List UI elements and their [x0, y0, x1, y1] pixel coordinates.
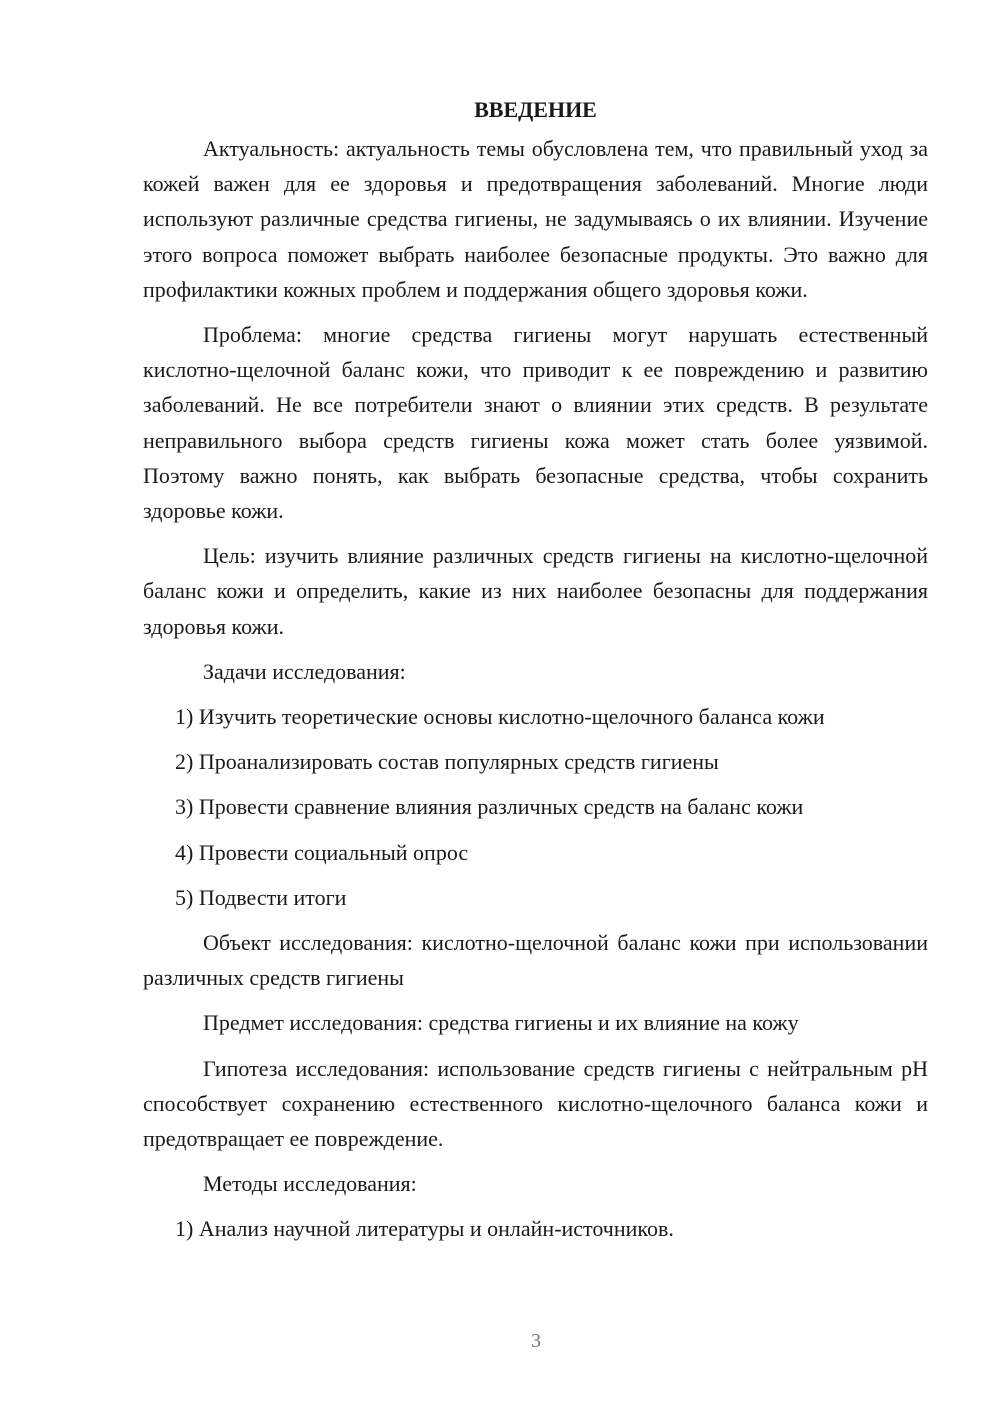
methods-list	[143, 1211, 928, 1246]
page-body	[143, 92, 928, 1257]
subject-paragraph: Предмет исследования: средства гигиены и их влияние на кожу	[203, 1010, 799, 1036]
list-item: 1) Анализ научной литературы и онлайн-источников.	[175, 1216, 674, 1242]
methods-label: Методы исследования:	[203, 1171, 417, 1197]
list-item: 1) Изучить теоретические основы кислотно-щелочного баланса кожи	[175, 704, 825, 730]
list-item: 3) Провести сравнение влияния различных средств на баланс кожи	[175, 794, 804, 820]
list-item: 2) Проанализировать состав популярных средств гигиены	[175, 749, 719, 775]
tasks-list	[143, 699, 928, 915]
hypothesis-paragraph: Гипотеза исследования: использование средств гигиены с нейтральным pH способствует сохранению естественного кислотно-щелочного баланса кожи и предотвращает ее повреждение.	[143, 1055, 928, 1152]
tasks-label: Задачи исследования:	[203, 658, 406, 684]
relevance-paragraph: Актуальность: актуальность темы обусловлена тем, что правильный уход за кожей важен для ее здоровья и предотвращения заболеваний. Многие люди используют различные средства гигиены, не задумываясь о их влиянии. Изучение этого вопроса поможет выбрать наиболее безопасные продукты. Это важно для профилактики кожных проблем и поддержания общего здоровья кожи.	[143, 136, 928, 302]
object-paragraph: Объект исследования: кислотно-щелочной баланс кожи при использовании различных средств гигиены	[143, 930, 928, 991]
page-title: ВВЕДЕНИЕ	[474, 97, 597, 122]
list-item: 5) Подвести итоги	[175, 884, 347, 910]
goal-paragraph: Цель: изучить влияние различных средств гигиены на кислотно-щелочной баланс кожи и определить, какие из них наиболее безопасны для поддержания здоровья кожи.	[143, 543, 928, 639]
page-number: 3	[531, 1330, 541, 1352]
list-item: 4) Провести социальный опрос	[175, 839, 469, 865]
problem-paragraph: Проблема: многие средства гигиены могут нарушать естественный кислотно-щелочной баланс кожи, что приводит к ее повреждению и развитию заболеваний. Не все потребители знают о влиянии этих средств. В результате неправильного выбора средств гигиены кожа может стать более уязвимой. Поэтому важно понять, как выбрать безопасные средства, чтобы сохранить здоровье кожи.	[143, 322, 928, 524]
